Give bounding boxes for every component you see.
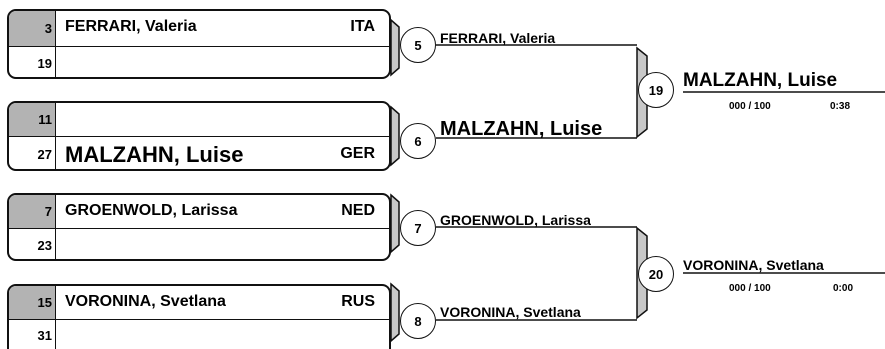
player-name: VORONINA, Svetlana <box>65 293 226 310</box>
bout-number-6: 6 <box>400 123 436 159</box>
match-4-top-row <box>9 286 389 319</box>
round2-winner-5: FERRARI, Valeria <box>440 30 556 46</box>
player-name: GROENWOLD, Larissa <box>65 202 238 219</box>
round2-winner-8: VORONINA, Svetlana <box>440 304 581 320</box>
round2-winner-6: MALZAHN, Luise <box>440 118 603 140</box>
bracket-connector-8 <box>391 284 399 341</box>
round2-winner-7: GROENWOLD, Larissa <box>440 212 591 228</box>
match-1-bottom-row <box>9 47 389 79</box>
seed-label: 3 <box>9 11 56 46</box>
match-2-top-row <box>9 103 389 136</box>
seed-label: 7 <box>9 195 56 228</box>
bout-number-20: 20 <box>638 256 674 292</box>
seed-label: 27 <box>9 137 56 171</box>
player-name: MALZAHN, Luise <box>65 142 244 167</box>
seed-label: 15 <box>9 286 56 319</box>
bout-number-8: 8 <box>400 303 436 339</box>
match-3-top-row <box>9 195 389 228</box>
match-2-bottom-row <box>9 137 389 171</box>
match-box-2 <box>7 101 391 171</box>
seed-label: 11 <box>9 103 56 136</box>
seed-label: 23 <box>9 229 56 261</box>
bout-number-7: 7 <box>400 210 436 246</box>
match-3-bottom-row <box>9 229 389 261</box>
bracket-connector-5 <box>391 20 399 75</box>
match-box-1 <box>7 9 391 79</box>
score-20: 000 / 100 <box>729 283 771 294</box>
bout-number-5: 5 <box>400 27 436 63</box>
match-4-bottom-row <box>9 320 389 349</box>
country-code: RUS <box>341 293 375 310</box>
round3-winner-20: VORONINA, Svetlana <box>683 257 824 273</box>
match-1-top-row <box>9 11 389 46</box>
time-19: 0:38 <box>830 101 851 112</box>
seed-label: 19 <box>9 47 56 79</box>
player-name: FERRARI, Valeria <box>65 18 197 35</box>
score-19: 000 / 100 <box>729 101 771 112</box>
match-box-4 <box>7 284 391 349</box>
bracket-connector-6 <box>391 107 399 165</box>
time-20: 0:00 <box>833 283 854 294</box>
country-code: NED <box>341 202 375 219</box>
country-code: ITA <box>350 18 375 35</box>
country-code: GER <box>340 145 375 162</box>
match-box-3 <box>7 193 391 261</box>
round3-winner-19: MALZAHN, Luise <box>683 70 838 91</box>
bracket-connector-7 <box>391 195 399 252</box>
bout-number-19: 19 <box>638 72 674 108</box>
seed-label: 31 <box>9 320 56 349</box>
